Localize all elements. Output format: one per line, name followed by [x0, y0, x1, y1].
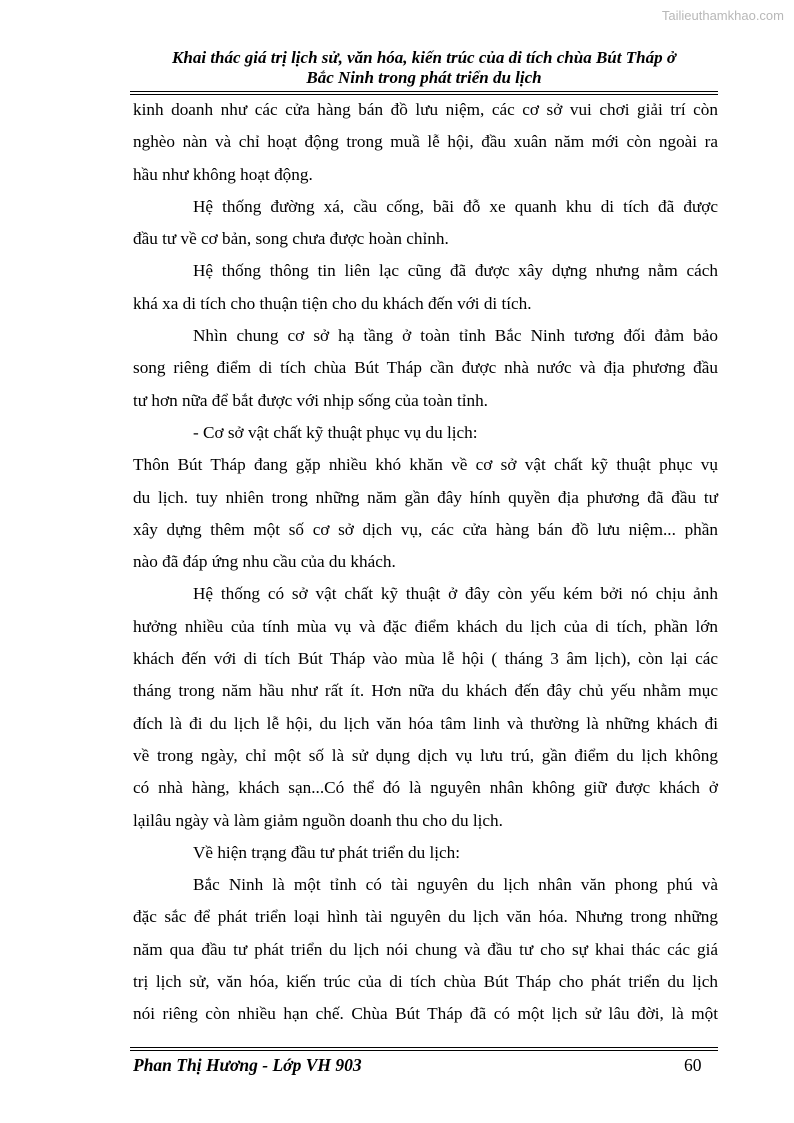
text-line: Hệ thống thông tin liên lạc cũng đã được xây dựng nhưng nằm cách: [193, 261, 718, 281]
text-line: nào đã đáp ứng nhu cầu của du khách.: [133, 552, 396, 572]
text-line: xây dựng thêm một số cơ sở dịch vụ, các cửa hàng bán đồ lưu niệm... phần: [133, 519, 718, 539]
text-line: Hệ thống đường xá, cầu cống, bãi đỗ xe quanh khu di tích đã được: [193, 196, 718, 216]
footer-author: Phan Thị Hương - Lớp VH 903: [133, 1055, 362, 1075]
text-line: hầu như không hoạt động.: [133, 164, 313, 184]
text-line: năm qua đầu tư phát triển du lịch nói chung và đầu tư cho sự khai thác các giá: [133, 939, 718, 959]
text-line: khách đến với di tích Bút Tháp vào mùa lễ hội ( tháng 3 âm lịch), còn lại các: [133, 649, 718, 669]
text-line: có nhà hàng, khách sạn...Có thể đó là nguyên nhân không giữ được khách ở: [133, 778, 718, 798]
page-number: 60: [684, 1055, 702, 1075]
text-line: Bắc Ninh là một tỉnh có tài nguyên du lịch nhân văn phong phú và: [193, 875, 718, 895]
text-line: đích là đi du lịch lễ hội, du lịch văn hóa tâm linh và thường là những khách đi: [133, 713, 718, 733]
text-line: - Cơ sở vật chất kỹ thuật phục vụ du lịch:: [193, 422, 478, 442]
text-line: Về hiện trạng đầu tư phát triển du lịch:: [193, 842, 461, 862]
header-line-2: Bắc Ninh trong phát triển du lịch: [306, 68, 542, 87]
text-line: tư hơn nữa để bắt được với nhịp sống của toàn tỉnh.: [133, 390, 488, 410]
text-line: kinh doanh như các cửa hàng bán đồ lưu niệm, các cơ sở vui chơi giải trí còn: [133, 100, 718, 119]
text-line: trị lịch sử, văn hóa, kiến trúc của di tích chùa Bút Tháp cho phát triển du lịch: [133, 972, 718, 992]
running-header: [130, 48, 718, 88]
text-line: khá xa di tích cho thuận tiện cho du khách đến với di tích.: [133, 293, 532, 313]
text-line: đầu tư về cơ bản, song chưa được hoàn chỉnh.: [133, 229, 449, 249]
body-text: [133, 94, 718, 1031]
text-line: Thôn Bút Tháp đang gặp nhiều khó khăn về cơ sở vật chất kỹ thuật phục vụ: [133, 455, 718, 475]
text-line: Hệ thống có sở vật chất kỹ thuật ở đây còn yếu kém bởi nó chịu ảnh: [193, 584, 718, 604]
text-line: nói riêng còn nhiều hạn chế. Chùa Bút Tháp đã có một lịch sử lâu đời, là một: [133, 1004, 718, 1024]
text-line: song riêng điểm di tích chùa Bút Tháp cần được nhà nước và địa phương đầu: [133, 358, 718, 378]
watermark: Tailieuthamkhao.com: [661, 8, 784, 23]
text-line: nghèo nàn và chỉ hoạt động trong muầ lễ hội, đầu xuân năm mới còn ngoài ra: [133, 132, 718, 152]
text-line: về trong ngày, chỉ một số là sử dụng dịch vụ lưu trú, gần điểm du lịch không: [133, 745, 718, 765]
text-line: tháng trong năm hầu như rất ít. Hơn nữa du khách đến đây chủ yếu nhằm mục: [133, 681, 718, 701]
text-line: du lịch. tuy nhiên trong những năm gần đây hính quyền địa phương đã đầu tư: [133, 487, 718, 507]
text-line: Nhìn chung cơ sở hạ tầng ở toàn tỉnh Bắc Ninh tương đối đảm bảo: [193, 326, 718, 346]
header-line-1: Khai thác giá trị lịch sử, văn hóa, kiến trúc của di tích chùa Bút Tháp ở: [172, 48, 676, 67]
text-line: lạilâu ngày và làm giảm nguồn doanh thu cho du lịch.: [133, 810, 503, 830]
text-line: hưởng nhiều của tính mùa vụ và đặc điểm khách du lịch của di tích, phần lớn: [133, 616, 718, 636]
text-line: đặc sắc để phát triển loại hình tài nguyên du lịch văn hóa. Nhưng trong những: [133, 907, 718, 927]
footer-rule: [130, 1047, 718, 1051]
